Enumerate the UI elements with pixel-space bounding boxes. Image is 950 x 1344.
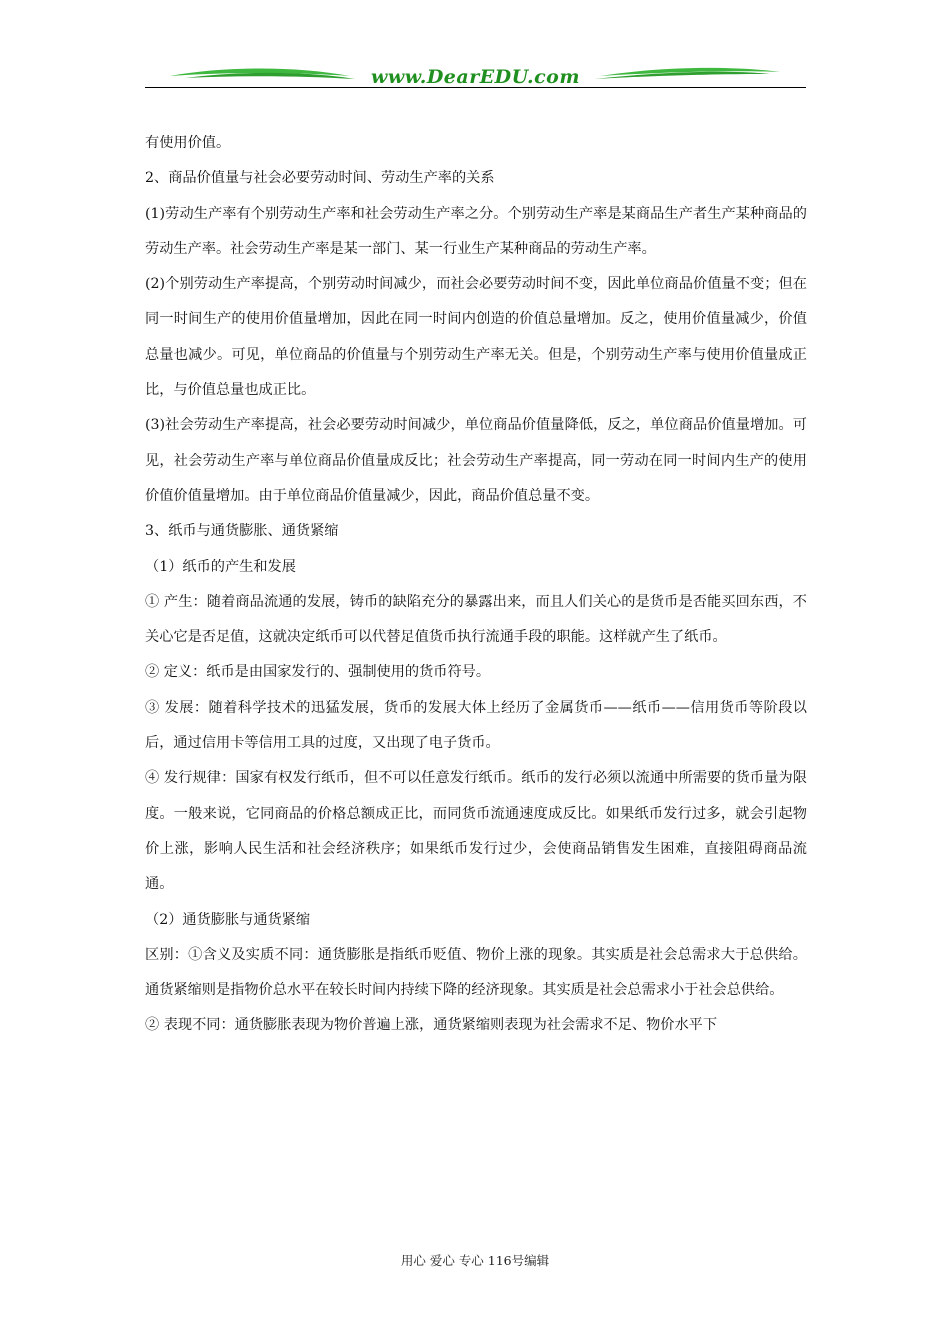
section-heading: 2、商品价值量与社会必要劳动时间、劳动生产率的关系 — [145, 170, 495, 187]
paragraph: 有使用价值。 — [145, 135, 231, 151]
paragraph: (3)社会劳动生产率提高，社会必要劳动时间减少，单位商品价值量降低，反之，单位商品价值量增加。可见，社会劳动生产率与单位商品价值量成反比；社会劳动生产率提高，同一劳动在同一时间内生产的使用价值价值量增加。由于单位商品价值量减少，因此，商品价值总量不变。 — [145, 417, 807, 504]
page-header — [145, 60, 806, 92]
page-footer: 用心 爱心 专心 116号编辑 — [400, 1253, 550, 1268]
paragraph: ④ 发行规律：国家有权发行纸币，但不可以任意发行纸币。纸币的发行必须以流通中所需要的货币量为限度。一般来说，它同商品的价格总额成正比，而同货币流通速度成反比。如果纸币发行过多，就会引起物价上涨，影响人民生活和社会经济秩序；如果纸币发行过少，会使商品销售发生困难，直接阻碍商品流通。 — [145, 770, 807, 893]
document-body — [145, 126, 807, 1044]
subsection-heading: （2）通货膨胀与通货紧缩 — [145, 911, 311, 928]
paragraph: ② 表现不同：通货膨胀表现为物价普遍上涨，通货紧缩则表现为社会需求不足、物价水平下 — [145, 1017, 718, 1034]
site-logo-text: www.DearEDU.com — [371, 66, 580, 88]
paragraph: ① 产生：随着商品流通的发展，铸币的缺陷充分的暴露出来，而且人们关心的是货币是否能买回东西，不关心它是否足值，这就决定纸币可以代替足值货币执行流通手段的职能。这样就产生了纸币。 — [145, 593, 807, 646]
header-rule — [145, 87, 806, 88]
paragraph: (2)个别劳动生产率提高，个别劳动时间减少，而社会必要劳动时间不变，因此单位商品价值量不变；但在同一时间生产的使用价值量增加，因此在同一时间内创造的价值总量增加。反之，使用价值量减少，价值总量也减少。可见，单位商品的价值量与个别劳动生产率无关。但是，个别劳动生产率与使用价值量成正比，与价值总量也成正比。 — [145, 276, 807, 399]
paragraph: ③ 发展：随着科学技术的迅猛发展，货币的发展大体上经历了金属货币——纸币——信用货币等阶段以后，通过信用卡等信用工具的过度，又出现了电子货币。 — [145, 699, 807, 752]
paragraph: (1)劳动生产率有个别劳动生产率和社会劳动生产率之分。个别劳动生产率是某商品生产者生产某种商品的劳动生产率。社会劳动生产率是某一部门、某一行业生产某种商品的劳动生产率。 — [145, 205, 807, 257]
subsection-heading: （1）纸币的产生和发展 — [145, 558, 296, 575]
paragraph: ② 定义：纸币是由国家发行的、强制使用的货币符号。 — [145, 664, 491, 681]
section-heading: 3、纸币与通货膨胀、通货紧缩 — [145, 523, 339, 540]
paragraph: 区别：①含义及实质不同：通货膨胀是指纸币贬值、物价上涨的现象。其实质是社会总需求大于总供给。通货紧缩则是指物价总水平在较长时间内持续下降的经济现象。其实质是社会总需求小于社会总供给。 — [145, 946, 807, 999]
